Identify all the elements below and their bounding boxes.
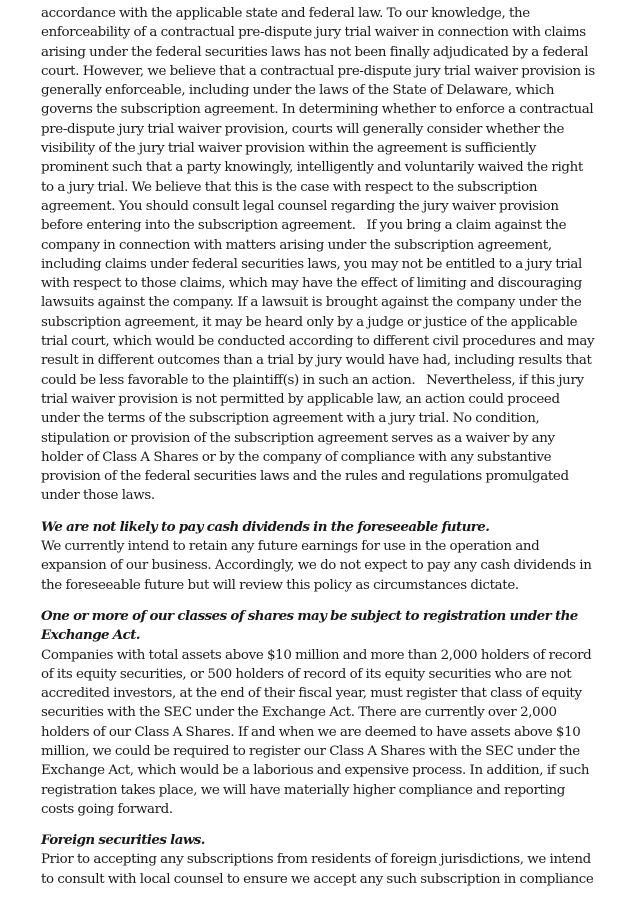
text-line: company in connection with matters arising under the subscription agreement, (41, 237, 552, 253)
text-line: under those laws. (41, 488, 155, 504)
heading-line: Exchange Act. (41, 627, 140, 644)
text-line: provision of the federal securities laws and the rules and regulations promulgated (41, 469, 569, 485)
text-line: securities with the SEC under the Exchange Act. There are currently over 2,000 (41, 705, 557, 721)
text-line: the foreseeable future but will review this policy as circumstances dictate. (41, 577, 519, 593)
paragraph-spacer (41, 506, 589, 518)
section-heading-foreign-securities (41, 831, 589, 850)
text-line: including claims under federal securities laws, you may not be entitled to a jury trial (41, 256, 582, 272)
document-page (41, 4, 595, 889)
foreign-securities-paragraph (41, 850, 594, 889)
heading-line: We are not likely to pay cash dividends in the foreseeable future. (41, 518, 490, 535)
text-line: trial court, which would be conducted according to different civil procedures and may (41, 334, 595, 350)
text-line: arising under the federal securities laws has not been finally adjudicated by a federal (41, 44, 589, 60)
text-line: agreement. You should consult legal counsel regarding the jury waiver provision (41, 198, 559, 214)
text-line: of its equity securities, or 500 holders of record of its equity securities who are not (41, 666, 572, 682)
text-line: million, we could be required to register our Class A Shares with the SEC under the (41, 743, 580, 759)
text-line: subscription agreement, it may be heard only by a judge or justice of the applicable (41, 314, 578, 330)
text-line: with respect to those claims, which may have the effect of limiting and discouraging (41, 276, 582, 292)
jury-waiver-paragraph (41, 4, 595, 506)
heading-line: Foreign securities laws. (41, 832, 205, 849)
text-line: registration takes place, we will have materially higher compliance and reporting (41, 782, 566, 798)
text-line: accordance with the applicable state and federal law. To our knowledge, the (41, 6, 530, 21)
text-line: could be less favorable to the plaintiff(s) in such an action. Nevertheless, if this jury (41, 372, 584, 388)
dividends-paragraph (41, 537, 592, 595)
text-line: generally enforceable, including under the laws of the State of Delaware, which (41, 83, 555, 99)
text-line: visibility of the jury trial waiver provision within the agreement is sufficiently (41, 141, 536, 157)
text-line: We currently intend to retain any future earnings for use in the operation and (41, 539, 540, 555)
text-line: accredited investors, at the end of their fiscal year, must register that class of equity (41, 686, 582, 702)
text-line: lawsuits against the company. If a lawsuit is brought against the company under the (41, 295, 582, 311)
text-line: Companies with total assets above $10 million and more than 2,000 holders of record (41, 647, 592, 663)
text-line: before entering into the subscription agreement. If you bring a claim against the (41, 218, 567, 234)
text-line: holder of Class A Shares or by the company of compliance with any substantive (41, 449, 552, 465)
text-line: pre-dispute jury trial waiver provision, courts will generally consider whether the (41, 121, 565, 137)
paragraph-spacer (41, 595, 589, 607)
text-line: governs the subscription agreement. In determining whether to enforce a contractual (41, 102, 594, 118)
text-line: expansion of our business. Accordingly, we do not expect to pay any cash dividends in (41, 558, 592, 574)
text-line: holders of our Class A Shares. If and when we are deemed to have assets above $10 (41, 724, 581, 740)
heading-line: One or more of our classes of shares may be subject to registration under the (41, 607, 578, 624)
section-heading-dividends (41, 518, 589, 537)
text-line: Prior to accepting any subscriptions from residents of foreign jurisdictions, we intend (41, 852, 591, 868)
paragraph-spacer (41, 819, 589, 831)
text-line: under the terms of the subscription agreement with a jury trial. No condition, (41, 411, 540, 427)
registration-paragraph (41, 646, 592, 820)
text-line: stipulation or provision of the subscription agreement serves as a waiver by any (41, 430, 555, 446)
text-line: result in different outcomes than a trial by jury would have had, including results that (41, 353, 592, 369)
text-line: costs going forward. (41, 801, 173, 817)
text-line: to consult with local counsel to ensure we accept any such subscription in compliance (41, 871, 594, 887)
text-line: to a jury trial. We believe that this is the case with respect to the subscription (41, 179, 538, 195)
text-line: Exchange Act, which would be a laborious and expensive process. In addition, if such (41, 763, 590, 779)
text-line: trial waiver provision is not permitted by applicable law, an action could proceed (41, 391, 560, 407)
text-line: prominent such that a party knowingly, intelligently and voluntarily waived the right (41, 160, 583, 176)
text-line: court. However, we believe that a contractual pre-dispute jury trial waiver provision is (41, 63, 595, 79)
text-line: enforceability of a contractual pre-dispute jury trial waiver in connection with claims (41, 25, 586, 41)
section-heading-registration (41, 607, 589, 646)
